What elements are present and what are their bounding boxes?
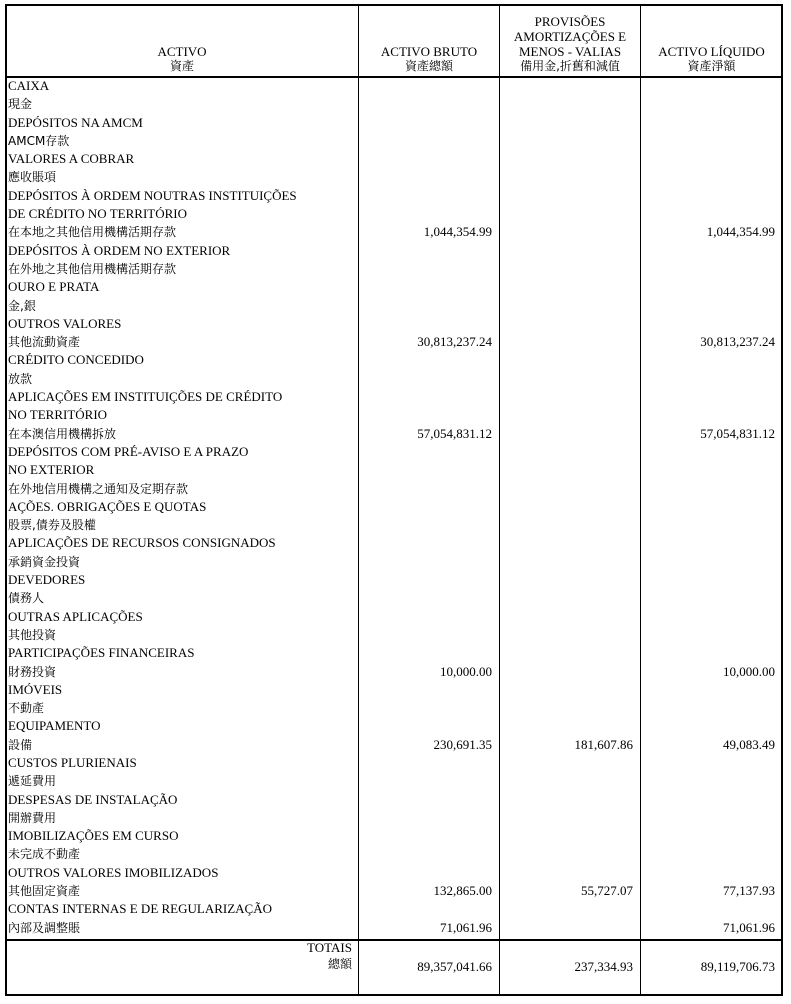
row-label: 內部及調整賬 <box>8 920 81 935</box>
totals-label-pt: TOTAIS <box>307 940 352 955</box>
row-label: APLICAÇÕES DE RECURSOS CONSIGNADOS <box>8 535 276 551</box>
header-activo <box>6 4 358 76</box>
table-row <box>8 845 780 863</box>
table-row <box>8 388 780 406</box>
header-activo-liquido <box>641 4 782 76</box>
activo-liquido-value: 1,044,354.99 <box>706 224 775 240</box>
header-provisoes-line1: PROVISÕES <box>534 14 606 29</box>
activo-bruto-value: 1,044,354.99 <box>423 224 492 240</box>
table-row <box>8 443 780 461</box>
row-label: APLICAÇÕES EM INSTITUIÇÕES DE CRÉDITO <box>8 389 283 405</box>
table-row <box>8 516 780 534</box>
table-row <box>8 132 780 150</box>
row-label: DE CRÉDITO NO TERRITÓRIO <box>8 206 187 222</box>
totals-label <box>200 940 352 972</box>
activo-liquido-value: 57,054,831.12 <box>700 425 775 441</box>
table-row <box>8 297 780 315</box>
row-label: AMCM存款 <box>8 133 70 148</box>
totals-activo-bruto: 89,357,041.66 <box>417 959 492 974</box>
row-label: PARTICIPAÇÕES FINANCEIRAS <box>8 645 195 661</box>
table-row <box>8 736 780 754</box>
table-row <box>8 681 780 699</box>
row-label: 未完成不動產 <box>8 847 81 862</box>
table-row <box>8 553 780 571</box>
header-activo-bruto <box>359 4 499 76</box>
table-row <box>8 223 780 241</box>
row-label: NO EXTERIOR <box>8 462 95 478</box>
table-row <box>8 168 780 186</box>
header-activo-bruto-label-cn: 資產總額 <box>404 59 453 73</box>
table-row <box>8 644 780 662</box>
header-provisoes-line2: AMORTIZAÇÕES E <box>513 29 627 44</box>
row-label: OUTROS VALORES <box>8 315 122 331</box>
row-label: 遞延費用 <box>8 774 57 789</box>
table-row <box>8 791 780 809</box>
row-label: VALORES A COBRAR <box>8 151 135 167</box>
row-label: 其他流動資產 <box>8 335 81 350</box>
activo-liquido-value: 30,813,237.24 <box>700 334 775 350</box>
table-row <box>8 150 780 168</box>
row-label: 應收賬項 <box>8 170 57 185</box>
table-row <box>8 571 780 589</box>
row-label: 設備 <box>8 737 33 752</box>
table-row <box>8 589 780 607</box>
table-row <box>8 114 780 132</box>
row-label: 債務人 <box>8 591 45 606</box>
row-label: 放款 <box>8 371 33 386</box>
header-activo-liquido-label: ACTIVO LÍQUIDO <box>658 44 765 59</box>
table-row <box>8 498 780 516</box>
header-activo-bruto-label: ACTIVO BRUTO <box>380 44 478 59</box>
table-row <box>8 626 780 644</box>
table-row <box>8 187 780 205</box>
table-row <box>8 205 780 223</box>
activo-liquido-value: 49,083.49 <box>723 736 775 752</box>
totals-activo-liquido: 89,119,706.73 <box>700 959 775 974</box>
row-label: IMOBILIZAÇÕES EM CURSO <box>8 828 179 844</box>
activo-bruto-value: 57,054,831.12 <box>417 425 492 441</box>
row-label: CAIXA <box>8 78 50 93</box>
table-row <box>8 425 780 443</box>
table-row <box>8 754 780 772</box>
row-label: 不動產 <box>8 701 45 716</box>
row-label: 承銷資金投資 <box>8 554 81 569</box>
row-label: OUTROS VALORES IMOBILIZADOS <box>8 864 219 880</box>
activo-liquido-value: 71,061.96 <box>723 919 775 935</box>
header-activo-label: ACTIVO <box>157 44 207 59</box>
row-label: 金,銀 <box>8 298 36 313</box>
row-label: OUTRAS APLICAÇÕES <box>8 608 143 624</box>
table-row <box>8 315 780 333</box>
row-label: 開辦費用 <box>8 810 57 825</box>
activo-bruto-value: 71,061.96 <box>440 919 492 935</box>
header-provisoes-line3: MENOS - VALIAS <box>518 44 622 59</box>
row-label: DEVEDORES <box>8 572 86 588</box>
table-row <box>8 370 780 388</box>
row-label: NO TERRITÓRIO <box>8 407 108 423</box>
activo-liquido-value: 77,137.93 <box>723 883 775 899</box>
row-label: 在本澳信用機構拆放 <box>8 426 117 441</box>
row-label: AÇÕES. OBRIGAÇÕES E QUOTAS <box>8 498 207 514</box>
row-label: CONTAS INTERNAS E DE REGULARIZAÇÃO <box>8 901 273 917</box>
row-label: 股票,債券及股權 <box>8 518 96 533</box>
header-activo-label-cn: 資產 <box>169 59 194 73</box>
activo-bruto-value: 30,813,237.24 <box>417 334 492 350</box>
table-row <box>8 77 780 95</box>
provisoes-value: 181,607.86 <box>574 736 633 752</box>
row-label: 財務投資 <box>8 664 57 679</box>
table-row <box>8 351 780 369</box>
activo-liquido-value: 10,000.00 <box>723 663 775 679</box>
row-label: CRÉDITO CONCEDIDO <box>8 352 144 368</box>
table-row <box>8 278 780 296</box>
table-row <box>8 717 780 735</box>
provisoes-value: 55,727.07 <box>581 883 633 899</box>
row-label: DEPÓSITOS À ORDEM NO EXTERIOR <box>8 242 231 258</box>
row-label: EQUIPAMENTO <box>8 718 101 734</box>
row-label: 在外地之其他信用機構活期存款 <box>8 261 177 276</box>
table-row <box>8 260 780 278</box>
table-row <box>8 608 780 626</box>
table-row <box>8 480 780 498</box>
header-provisoes-label-cn: 備用金,折舊和減值 <box>520 59 620 73</box>
table-row <box>8 95 780 113</box>
table-row <box>8 864 780 882</box>
row-label: DESPESAS DE INSTALAÇÃO <box>8 791 178 807</box>
activo-bruto-value: 10,000.00 <box>440 663 492 679</box>
header-activo-liquido-label-cn: 資產淨額 <box>687 59 736 73</box>
row-label: 在本地之其他信用機構活期存款 <box>8 225 177 240</box>
table-row <box>8 663 780 681</box>
table-body <box>8 77 780 937</box>
row-label: DEPÓSITOS NA AMCM <box>8 114 143 130</box>
table-row <box>8 406 780 424</box>
activo-bruto-value: 230,691.35 <box>433 736 492 752</box>
row-label: DEPÓSITOS COM PRÉ-AVISO E A PRAZO <box>8 443 249 459</box>
row-label: DEPÓSITOS À ORDEM NOUTRAS INSTITUIÇÕES <box>8 187 297 203</box>
header-provisoes <box>500 4 640 76</box>
row-label: 現金 <box>8 97 33 112</box>
row-label: 在外地信用機構之通知及定期存款 <box>8 481 189 496</box>
row-label: CUSTOS PLURIENAIS <box>8 754 137 770</box>
row-label: 其他投資 <box>8 627 57 642</box>
table-row <box>8 827 780 845</box>
row-label: OURO E PRATA <box>8 279 100 295</box>
table-row <box>8 809 780 827</box>
table-row <box>8 461 780 479</box>
table-row <box>8 333 780 351</box>
activo-bruto-value: 132,865.00 <box>433 883 492 899</box>
table-row <box>8 534 780 552</box>
row-label: 其他固定資產 <box>8 884 81 899</box>
totals-provisoes: 237,334.93 <box>574 959 633 974</box>
table-row <box>8 699 780 717</box>
table-row <box>8 900 780 918</box>
row-label: IMÓVEIS <box>8 681 63 697</box>
table-row <box>8 882 780 900</box>
table-row <box>8 772 780 790</box>
table-row <box>8 242 780 260</box>
totals-divider <box>5 939 783 941</box>
totals-label-cn: 總額 <box>327 957 352 971</box>
table-row <box>8 919 780 937</box>
